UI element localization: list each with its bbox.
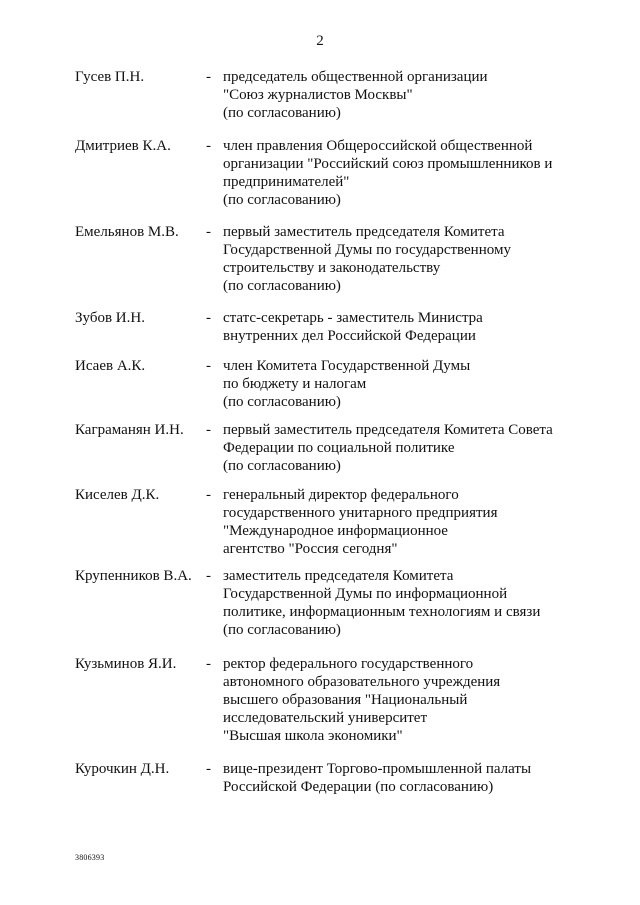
member-position: ректор федерального государственного автономного образовательного учреждения высшего образования "Национальный исследовательский университет "Высшая школа экономики" <box>223 656 501 744</box>
separator-dash: - <box>206 310 211 326</box>
member-position: председатель общественной организации "Союз журналистов Москвы" (по согласованию) <box>223 69 488 121</box>
member-name: Гусев П.Н. <box>75 69 145 85</box>
separator-dash: - <box>206 69 211 85</box>
document-code: 3806393 <box>75 853 105 862</box>
member-position: генеральный директор федерального государственного унитарного предприятия "Международное информационное агентство "Россия сегодня" <box>223 487 498 557</box>
member-position: первый заместитель председателя Комитета Государственной Думы по государственному строительству и законодательству (по согласованию) <box>223 224 511 294</box>
member-position: член правления Общероссийской общественной организации "Российский союз промышленников и предпринимателей" (по согласованию) <box>223 138 553 208</box>
member-position: статс-секретарь - заместитель Министра внутренних дел Российской Федерации <box>223 310 483 344</box>
member-position: вице-президент Торгово-промышленной палаты Российской Федерации (по согласованию) <box>223 761 532 795</box>
member-name: Каграманян И.Н. <box>75 422 184 438</box>
separator-dash: - <box>206 138 211 154</box>
separator-dash: - <box>206 224 211 240</box>
separator-dash: - <box>206 656 211 672</box>
member-name: Дмитриев К.А. <box>75 138 171 154</box>
member-name: Исаев А.К. <box>75 358 146 374</box>
member-position: член Комитета Государственной Думы по бюджету и налогам (по согласованию) <box>223 358 471 410</box>
page-number: 2 <box>316 33 324 49</box>
member-name: Зубов И.Н. <box>75 310 145 326</box>
member-name: Киселев Д.К. <box>75 487 160 503</box>
separator-dash: - <box>206 568 211 584</box>
separator-dash: - <box>206 422 211 438</box>
member-name: Кузьминов Я.И. <box>75 656 177 672</box>
member-position: первый заместитель председателя Комитета Совета Федерации по социальной политике (по согласованию) <box>223 422 553 474</box>
separator-dash: - <box>206 761 211 777</box>
separator-dash: - <box>206 487 211 503</box>
member-position: заместитель председателя Комитета Государственной Думы по информационной политике, информационным технологиям и связи (по согласованию) <box>223 568 541 638</box>
member-name: Емельянов М.В. <box>75 224 179 240</box>
member-name: Крупенников В.А. <box>75 568 192 584</box>
separator-dash: - <box>206 358 211 374</box>
member-name: Курочкин Д.Н. <box>75 761 170 777</box>
